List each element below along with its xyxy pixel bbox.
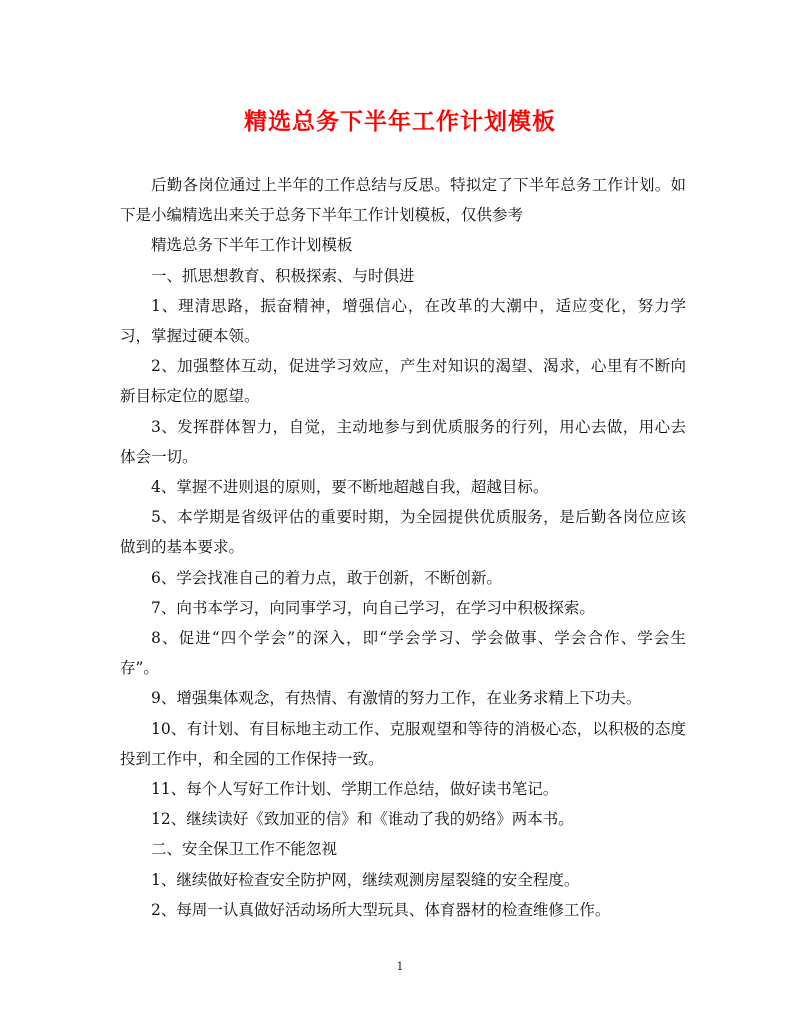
list-item: 3、发挥群体智力，自觉，主动地参与到优质服务的行列，用心去做，用心去体会一切。 <box>120 417 686 466</box>
list-item: 4、掌握不进则退的原则，要不断地超越自我，超越目标。 <box>151 478 549 497</box>
list-item: 2、每周一认真做好活动场所大型玩具、体育器材的检查维修工作。 <box>151 900 611 919</box>
list-item: 2、加强整体互动，促进学习效应，产生对知识的渴望、渴求，心里有不断向新目标定位的愿望。 <box>120 357 686 406</box>
section-heading-2: 二、安全保卫工作不能忽视 <box>151 840 338 859</box>
list-item: 9、增强集体观念，有热情、有激情的努力工作，在业务求精上下功夫。 <box>151 689 642 708</box>
document-title: 精选总务下半年工作计划模板 <box>244 108 556 135</box>
list-item: 1、理清思路，振奋精神，增强信心，在改革的大潮中，适应变化，努力学习，掌握过硬本领。 <box>120 296 686 346</box>
list-item: 10、有计划、有目标地主动工作、克服观望和等待的消极心态，以积极的态度投到工作中，和全园的工作保持一致。 <box>120 719 686 768</box>
list-item: 7、向书本学习，向同事学习，向自己学习，在学习中积极探索。 <box>151 598 595 617</box>
list-item: 11、每个人写好工作计划、学期工作总结，做好读书笔记。 <box>151 780 559 799</box>
list-item: 6、学会找准自己的着力点，敢于创新，不断创新。 <box>151 568 502 587</box>
paragraph-intro: 后勤各岗位通过上半年的工作总结与反思。特拟定了下半年总务工作计划。如下是小编精选出来关于总务下半年工作计划模板，仅供参考 <box>120 176 686 225</box>
list-item: 5、本学期是省级评估的重要时期，为全园提供优质服务，是后勤各岗位应该做到的基本要求。 <box>120 508 686 557</box>
list-item: 1、继续做好检查安全防护网，继续观测房屋裂缝的安全程度。 <box>151 870 580 889</box>
paragraph-subtitle: 精选总务下半年工作计划模板 <box>151 236 353 255</box>
page-number: 1 <box>396 960 404 973</box>
section-heading-1: 一、抓思想教育、积极探索、与时俱进 <box>151 266 415 285</box>
document-body <box>120 170 686 925</box>
list-item: 8、促进“四个学会”的深入，即“学会学习、学会做事、学会合作、学会生存”。 <box>120 629 686 678</box>
list-item: 12、继续读好《致加亚的信》和《谁动了我的奶络》两本书。 <box>151 810 574 829</box>
